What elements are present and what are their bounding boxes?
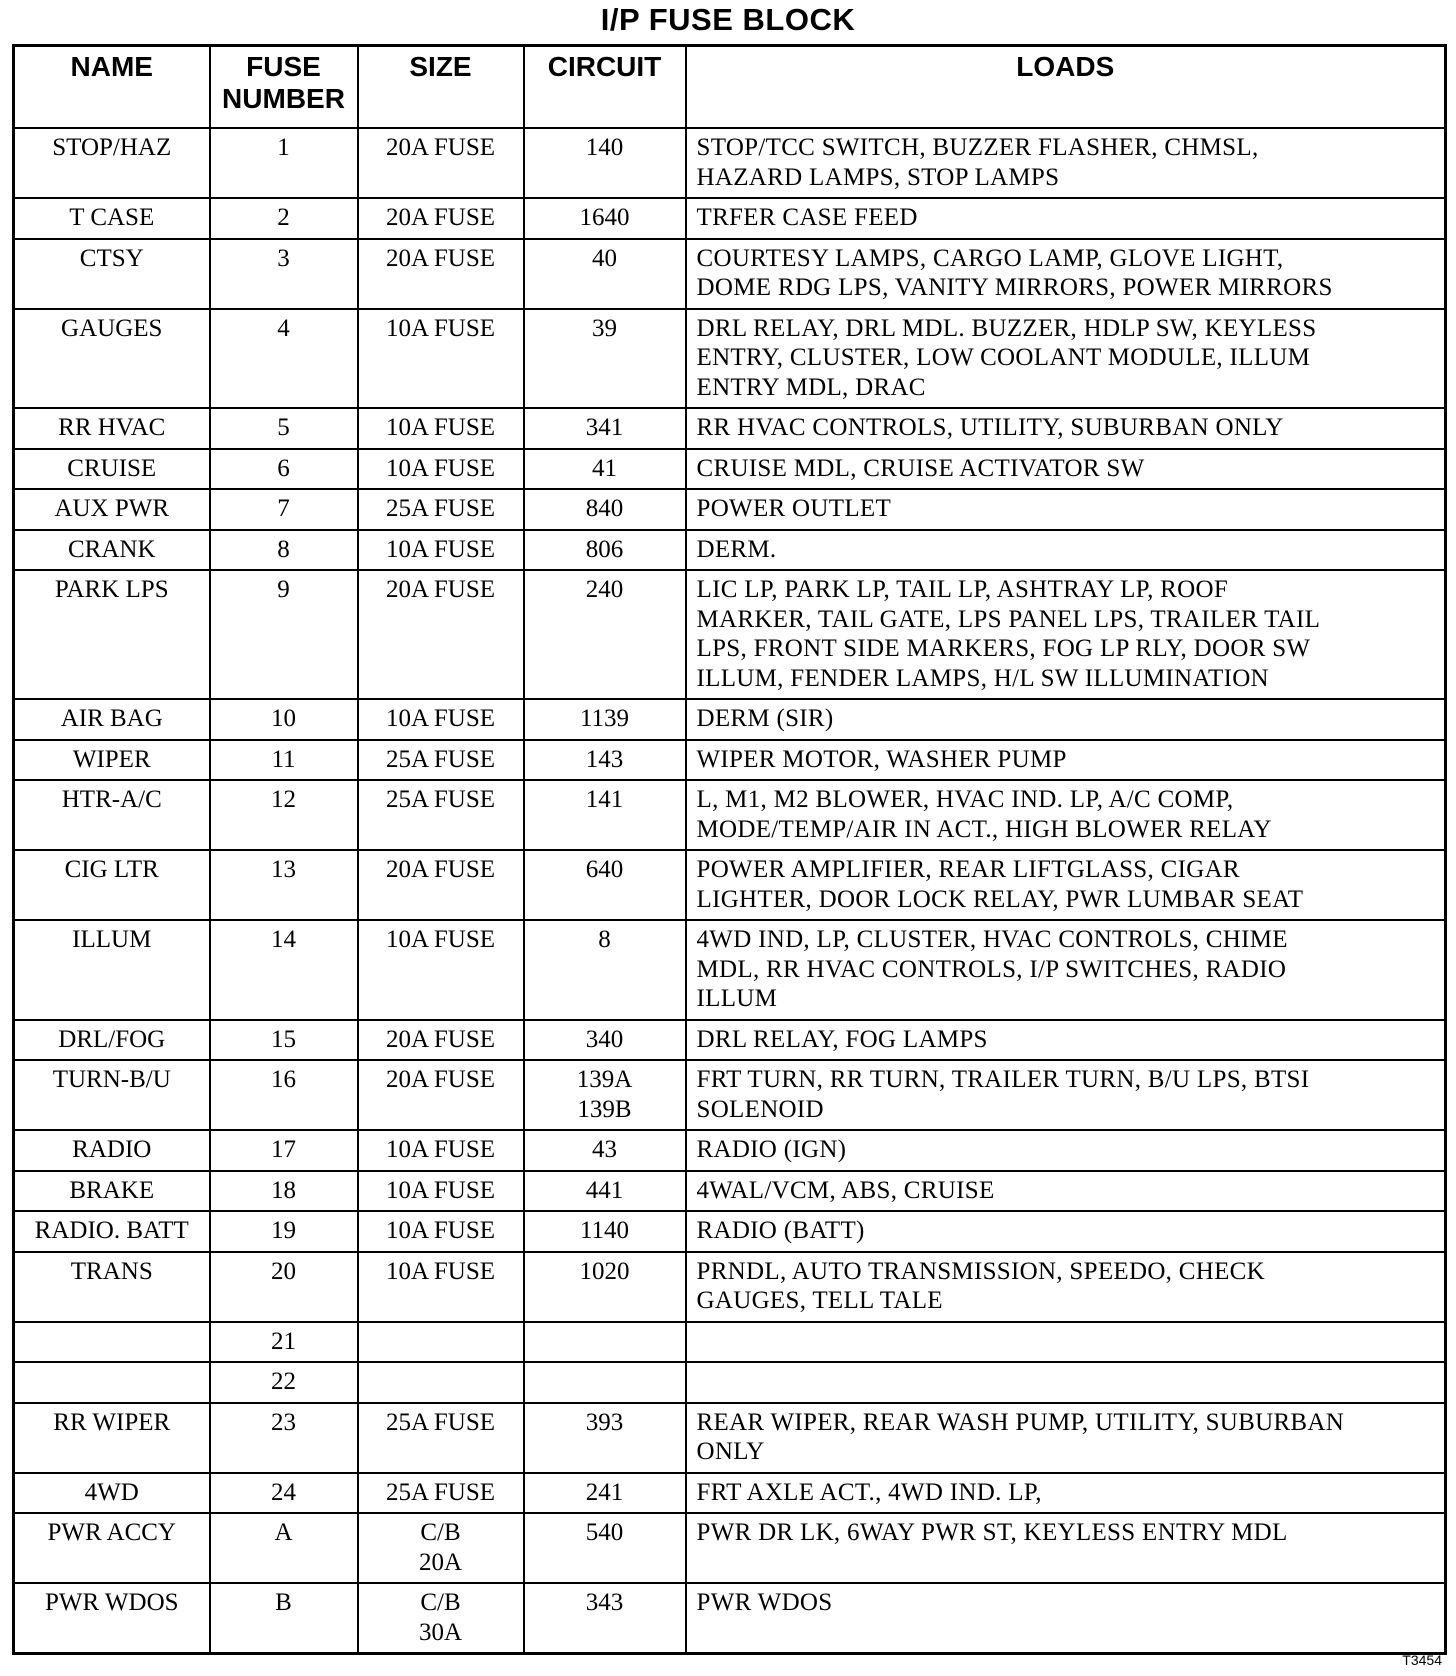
- cell-name: PWR ACCY: [14, 1513, 210, 1583]
- loads-line: FRT TURN, RR TURN, TRAILER TURN, B/U LPS, BTSI: [696, 1066, 1310, 1093]
- cell-loads: [686, 1322, 1446, 1363]
- header-name: NAME: [14, 46, 210, 129]
- header-loads: LOADS: [686, 46, 1446, 129]
- cell-circuit: [524, 1362, 686, 1403]
- cell-size: [358, 1322, 524, 1363]
- cell-size-line: 20A FUSE: [385, 576, 496, 603]
- cell-fuse-number: 9: [210, 570, 358, 699]
- loads-line: DERM (SIR): [696, 705, 834, 732]
- cell-fuse-number: 4: [210, 309, 358, 409]
- cell-name: BRAKE: [14, 1171, 210, 1212]
- cell-circuit-line: 441: [585, 1176, 624, 1204]
- cell-circuit: [524, 1513, 686, 1583]
- cell-name: PARK LPS: [14, 570, 210, 699]
- page-title: I/P FUSE BLOCK: [600, 2, 856, 37]
- cell-fuse-number: 6: [210, 449, 358, 490]
- header-fuse-number: [210, 46, 358, 129]
- table-row: [14, 309, 1446, 409]
- cell-circuit: [524, 850, 686, 920]
- cell-name: CRUISE: [14, 449, 210, 490]
- cell-size-line: 20A FUSE: [385, 1066, 496, 1093]
- table-row: [14, 699, 1446, 740]
- cell-fuse-number: 5: [210, 408, 358, 449]
- cell-fuse-number: 16: [210, 1060, 358, 1130]
- cell-loads: [686, 570, 1446, 699]
- cell-circuit: [524, 1211, 686, 1252]
- cell-loads: [686, 1130, 1446, 1171]
- fuse-table-body: [14, 128, 1446, 1654]
- cell-circuit: [524, 1403, 686, 1473]
- cell-size: [358, 740, 524, 781]
- loads-line: CRUISE MDL, CRUISE ACTIVATOR SW: [696, 454, 1145, 482]
- header-size: SIZE: [358, 46, 524, 129]
- cell-name: CTSY: [14, 239, 210, 309]
- cell-size: [358, 1583, 524, 1654]
- loads-line: FRT AXLE ACT., 4WD IND. LP,: [696, 1478, 1042, 1506]
- cell-size: [358, 1211, 524, 1252]
- loads-line: DERM.: [696, 535, 777, 563]
- cell-size-line: 20A FUSE: [385, 1025, 496, 1053]
- table-row: [14, 570, 1446, 699]
- cell-size-line: 10A FUSE: [385, 314, 496, 342]
- cell-loads: [686, 239, 1446, 309]
- loads-line: PWR WDOS: [696, 1589, 833, 1616]
- cell-fuse-number: 17: [210, 1130, 358, 1171]
- cell-size: [358, 1171, 524, 1212]
- loads-line: POWER AMPLIFIER, REAR LIFTGLASS, CIGAR: [696, 856, 1240, 883]
- cell-size: [358, 850, 524, 920]
- cell-circuit: [524, 1130, 686, 1171]
- table-row: [14, 1130, 1446, 1171]
- cell-size-line: 10A FUSE: [385, 1176, 496, 1204]
- cell-circuit-line: 241: [585, 1478, 624, 1506]
- cell-name: AIR BAG: [14, 699, 210, 740]
- cell-circuit-line: 540: [585, 1519, 624, 1546]
- cell-fuse-number: 13: [210, 850, 358, 920]
- table-row: [14, 1583, 1446, 1654]
- loads-line: COURTESY LAMPS, CARGO LAMP, GLOVE LIGHT,: [696, 244, 1284, 272]
- cell-circuit-line: 393: [585, 1408, 624, 1436]
- cell-loads: [686, 1362, 1446, 1403]
- cell-circuit-line: 1020: [579, 1257, 630, 1285]
- loads-line: ENTRY MDL, DRAC: [696, 373, 926, 401]
- cell-size: [358, 408, 524, 449]
- cell-name: PWR WDOS: [14, 1583, 210, 1654]
- cell-loads: [686, 449, 1446, 490]
- loads-line: HAZARD LAMPS, STOP LAMPS: [696, 163, 1060, 191]
- table-row: [14, 128, 1446, 198]
- cell-fuse-number: 21: [210, 1322, 358, 1363]
- loads-line: LIGHTER, DOOR LOCK RELAY, PWR LUMBAR SEAT: [696, 885, 1304, 913]
- loads-line: REAR WIPER, REAR WASH PUMP, UTILITY, SUBURBAN: [696, 1408, 1345, 1436]
- cell-name: RADIO. BATT: [14, 1211, 210, 1252]
- cell-circuit: [524, 1322, 686, 1363]
- table-row: [14, 198, 1446, 239]
- cell-size: [358, 1252, 524, 1322]
- cell-circuit-line: 1140: [579, 1217, 630, 1244]
- loads-line: TRFER CASE FEED: [696, 204, 918, 231]
- cell-circuit: [524, 449, 686, 490]
- cell-size: [358, 1403, 524, 1473]
- cell-size: [358, 920, 524, 1020]
- cell-size: [358, 128, 524, 198]
- cell-circuit: [524, 530, 686, 571]
- loads-line: L, M1, M2 BLOWER, HVAC IND. LP, A/C COMP,: [696, 786, 1234, 813]
- table-row: [14, 1473, 1446, 1514]
- cell-name: TURN-B/U: [14, 1060, 210, 1130]
- table-row: [14, 408, 1446, 449]
- cell-fuse-number: 23: [210, 1403, 358, 1473]
- cell-size: [358, 699, 524, 740]
- cell-circuit-line: 139B: [577, 1095, 632, 1123]
- cell-loads: [686, 920, 1446, 1020]
- header-fuse-number-line1: FUSE: [246, 51, 321, 82]
- cell-loads: [686, 408, 1446, 449]
- loads-line: RADIO (BATT): [696, 1217, 865, 1244]
- cell-size-line: 20A FUSE: [385, 856, 496, 883]
- cell-size-line: 20A: [418, 1548, 463, 1576]
- cell-size: [358, 449, 524, 490]
- cell-fuse-number: 10: [210, 699, 358, 740]
- cell-circuit: [524, 780, 686, 850]
- cell-circuit: [524, 570, 686, 699]
- loads-line: MARKER, TAIL GATE, LPS PANEL LPS, TRAILER TAIL: [696, 605, 1321, 633]
- cell-size-line: 25A FUSE: [385, 1478, 496, 1506]
- cell-name: 4WD: [14, 1473, 210, 1514]
- cell-name: DRL/FOG: [14, 1020, 210, 1061]
- cell-size: [358, 1362, 524, 1403]
- cell-name: RR HVAC: [14, 408, 210, 449]
- cell-loads: [686, 699, 1446, 740]
- cell-size: [358, 780, 524, 850]
- cell-circuit: [524, 1060, 686, 1130]
- loads-line: RADIO (IGN): [696, 1136, 847, 1163]
- cell-fuse-number: 2: [210, 198, 358, 239]
- loads-line: DRL RELAY, FOG LAMPS: [696, 1025, 988, 1053]
- cell-circuit-line: 141: [585, 786, 624, 813]
- cell-size-line: 10A FUSE: [385, 1217, 496, 1244]
- table-row: [14, 489, 1446, 530]
- cell-size: [358, 489, 524, 530]
- header-circuit: CIRCUIT: [524, 46, 686, 129]
- loads-line: DRL RELAY, DRL MDL. BUZZER, HDLP SW, KEYLESS: [696, 314, 1317, 342]
- cell-fuse-number: 1: [210, 128, 358, 198]
- cell-fuse-number: 8: [210, 530, 358, 571]
- cell-size-line: 10A FUSE: [385, 1136, 496, 1163]
- cell-loads: [686, 1020, 1446, 1061]
- cell-circuit-line: 140: [585, 134, 624, 161]
- table-row: [14, 1403, 1446, 1473]
- cell-circuit-line: 139A: [576, 1066, 633, 1093]
- table-row: [14, 1322, 1446, 1363]
- cell-size-line: 30A: [418, 1618, 463, 1646]
- cell-size: [358, 239, 524, 309]
- cell-circuit-line: 143: [585, 745, 624, 773]
- cell-circuit: [524, 699, 686, 740]
- cell-loads: [686, 1513, 1446, 1583]
- cell-circuit-line: 806: [585, 535, 624, 563]
- loads-line: PWR DR LK, 6WAY PWR ST, KEYLESS ENTRY MDL: [696, 1519, 1288, 1546]
- table-row: [14, 1513, 1446, 1583]
- cell-fuse-number: 20: [210, 1252, 358, 1322]
- table-row: [14, 1020, 1446, 1061]
- cell-circuit: [524, 920, 686, 1020]
- cell-circuit-line: 640: [585, 856, 624, 883]
- cell-circuit-line: 240: [585, 576, 624, 603]
- cell-circuit-line: 840: [585, 495, 624, 522]
- loads-line: LIC LP, PARK LP, TAIL LP, ASHTRAY LP, ROOF: [696, 576, 1229, 603]
- cell-circuit: [524, 1252, 686, 1322]
- cell-size-line: 10A FUSE: [385, 414, 496, 441]
- cell-circuit-line: 41: [592, 454, 617, 482]
- cell-size-line: 25A FUSE: [385, 495, 496, 522]
- cell-size-line: 10A FUSE: [385, 926, 496, 953]
- loads-line: GAUGES, TELL TALE: [696, 1287, 943, 1314]
- cell-fuse-number: 14: [210, 920, 358, 1020]
- cell-name: ILLUM: [14, 920, 210, 1020]
- cell-name: AUX PWR: [14, 489, 210, 530]
- loads-line: SOLENOID: [696, 1095, 824, 1123]
- cell-loads: [686, 128, 1446, 198]
- loads-line: ILLUM, FENDER LAMPS, H/L SW ILLUMINATION: [696, 664, 1269, 692]
- table-row: [14, 740, 1446, 781]
- fuse-table: [12, 44, 1447, 1655]
- cell-loads: [686, 1171, 1446, 1212]
- cell-circuit: [524, 128, 686, 198]
- cell-loads: [686, 1473, 1446, 1514]
- cell-size: [358, 198, 524, 239]
- cell-size: [358, 1473, 524, 1514]
- cell-name: HTR-A/C: [14, 780, 210, 850]
- table-row: [14, 1362, 1446, 1403]
- cell-circuit: [524, 1473, 686, 1514]
- loads-line: MODE/TEMP/AIR IN ACT., HIGH BLOWER RELAY: [696, 815, 1272, 843]
- loads-line: LPS, FRONT SIDE MARKERS, FOG LP RLY, DOOR SW: [696, 635, 1311, 662]
- loads-line: DOME RDG LPS, VANITY MIRRORS, POWER MIRRORS: [696, 274, 1333, 301]
- cell-name: [14, 1362, 210, 1403]
- cell-fuse-number: 11: [210, 740, 358, 781]
- cell-size: [358, 570, 524, 699]
- cell-loads: [686, 780, 1446, 850]
- cell-fuse-number: 12: [210, 780, 358, 850]
- cell-size: [358, 530, 524, 571]
- cell-size: [358, 1130, 524, 1171]
- table-row: [14, 239, 1446, 309]
- cell-size-line: 25A FUSE: [385, 745, 496, 773]
- loads-line: 4WD IND, LP, CLUSTER, HVAC CONTROLS, CHIME: [696, 926, 1288, 953]
- table-row: [14, 1060, 1446, 1130]
- figure-id: T3454: [1402, 1652, 1442, 1668]
- cell-circuit: [524, 489, 686, 530]
- cell-loads: [686, 740, 1446, 781]
- cell-circuit-line: 1139: [579, 705, 630, 732]
- cell-size-line: 10A FUSE: [385, 705, 496, 732]
- loads-line: ENTRY, CLUSTER, LOW COOLANT MODULE, ILLUM: [696, 344, 1311, 371]
- cell-size-line: 25A FUSE: [385, 786, 496, 813]
- table-row: [14, 449, 1446, 490]
- cell-size-line: 10A FUSE: [385, 1257, 496, 1285]
- cell-loads: [686, 198, 1446, 239]
- cell-circuit-line: 40: [592, 244, 617, 272]
- cell-size-line: 10A FUSE: [385, 454, 496, 482]
- cell-name: WIPER: [14, 740, 210, 781]
- cell-loads: [686, 1252, 1446, 1322]
- cell-loads: [686, 309, 1446, 409]
- cell-name: STOP/HAZ: [14, 128, 210, 198]
- cell-size: [358, 309, 524, 409]
- cell-fuse-number: 24: [210, 1473, 358, 1514]
- cell-name: CIG LTR: [14, 850, 210, 920]
- cell-fuse-number: B: [210, 1583, 358, 1654]
- cell-name: GAUGES: [14, 309, 210, 409]
- cell-circuit-line: 1640: [579, 204, 630, 231]
- loads-line: MDL, RR HVAC CONTROLS, I/P SWITCHES, RADIO: [696, 955, 1287, 983]
- loads-line: WIPER MOTOR, WASHER PUMP: [696, 745, 1067, 773]
- cell-size-line: C/B: [420, 1589, 461, 1616]
- cell-loads: [686, 1583, 1446, 1654]
- loads-line: STOP/TCC SWITCH, BUZZER FLASHER, CHMSL,: [696, 134, 1259, 161]
- cell-loads: [686, 850, 1446, 920]
- cell-circuit: [524, 309, 686, 409]
- cell-size: [358, 1513, 524, 1583]
- loads-line: ILLUM: [696, 985, 778, 1012]
- cell-fuse-number: 7: [210, 489, 358, 530]
- cell-name: [14, 1322, 210, 1363]
- cell-circuit: [524, 198, 686, 239]
- cell-loads: [686, 1403, 1446, 1473]
- cell-loads: [686, 530, 1446, 571]
- cell-circuit-line: 39: [592, 314, 617, 342]
- cell-size-line: 10A FUSE: [385, 535, 496, 563]
- loads-line: 4WAL/VCM, ABS, CRUISE: [696, 1176, 995, 1204]
- cell-circuit: [524, 740, 686, 781]
- cell-circuit: [524, 408, 686, 449]
- cell-fuse-number: 3: [210, 239, 358, 309]
- table-row: [14, 850, 1446, 920]
- cell-size-line: 25A FUSE: [385, 1408, 496, 1436]
- cell-circuit-line: 343: [585, 1589, 624, 1616]
- table-row: [14, 530, 1446, 571]
- cell-loads: [686, 489, 1446, 530]
- table-row: [14, 920, 1446, 1020]
- cell-circuit-line: 341: [585, 414, 624, 441]
- cell-circuit-line: 43: [592, 1136, 617, 1163]
- cell-loads: [686, 1060, 1446, 1130]
- cell-name: TRANS: [14, 1252, 210, 1322]
- loads-line: ONLY: [696, 1438, 765, 1465]
- loads-line: POWER OUTLET: [696, 495, 892, 522]
- cell-circuit: [524, 1020, 686, 1061]
- cell-fuse-number: 15: [210, 1020, 358, 1061]
- loads-line: RR HVAC CONTROLS, UTILITY, SUBURBAN ONLY: [696, 414, 1284, 441]
- table-row: [14, 1211, 1446, 1252]
- cell-name: T CASE: [14, 198, 210, 239]
- cell-loads: [686, 1211, 1446, 1252]
- cell-circuit: [524, 1171, 686, 1212]
- cell-size-line: C/B: [420, 1519, 461, 1546]
- cell-size-line: 20A FUSE: [385, 134, 496, 161]
- cell-fuse-number: 18: [210, 1171, 358, 1212]
- cell-size: [358, 1060, 524, 1130]
- table-row: [14, 1252, 1446, 1322]
- cell-size-line: 20A FUSE: [385, 244, 496, 272]
- cell-name: RADIO: [14, 1130, 210, 1171]
- cell-fuse-number: 19: [210, 1211, 358, 1252]
- header-fuse-number-line2: NUMBER: [222, 83, 345, 114]
- cell-name: CRANK: [14, 530, 210, 571]
- cell-size: [358, 1020, 524, 1061]
- cell-circuit: [524, 1583, 686, 1654]
- cell-circuit-line: 340: [585, 1025, 624, 1053]
- cell-fuse-number: A: [210, 1513, 358, 1583]
- header-row: [14, 46, 1446, 129]
- table-row: [14, 780, 1446, 850]
- table-row: [14, 1171, 1446, 1212]
- cell-fuse-number: 22: [210, 1362, 358, 1403]
- cell-size-line: 20A FUSE: [385, 204, 496, 231]
- cell-name: RR WIPER: [14, 1403, 210, 1473]
- cell-circuit-line: 8: [598, 926, 611, 953]
- cell-circuit: [524, 239, 686, 309]
- loads-line: PRNDL, AUTO TRANSMISSION, SPEEDO, CHECK: [696, 1257, 1265, 1285]
